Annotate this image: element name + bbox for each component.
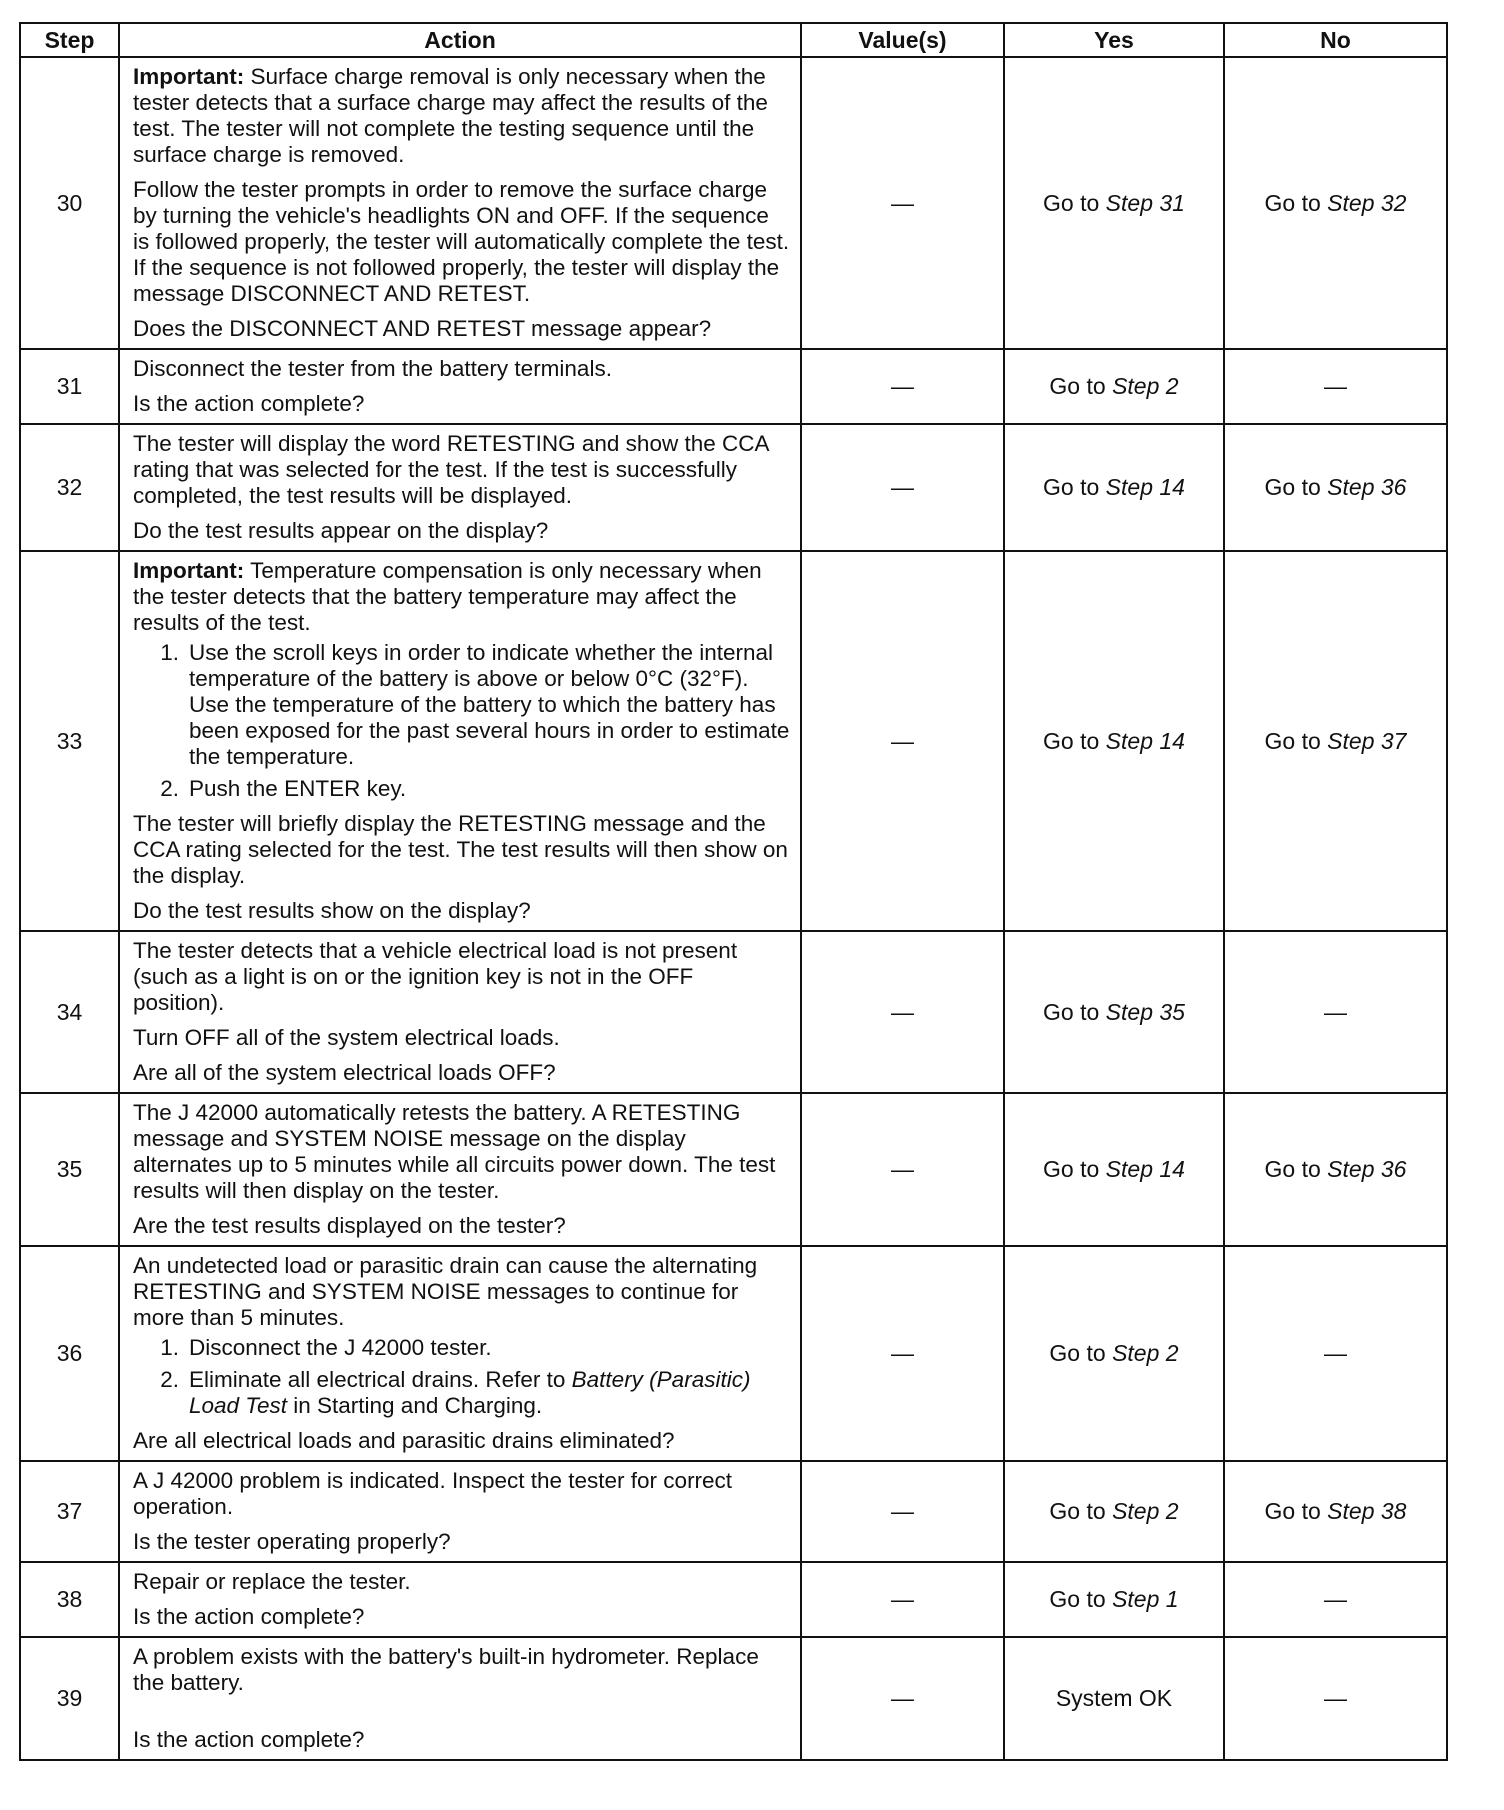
header-values: Value(s) — [801, 23, 1004, 57]
no-cell: — — [1224, 349, 1447, 424]
table-body — [20, 57, 1447, 1760]
action-paragraph — [133, 356, 790, 382]
yes-cell — [1004, 57, 1224, 349]
table-row — [20, 931, 1447, 1093]
go-to-step-link: Step 37 — [1327, 727, 1407, 754]
action-text: An undetected load or parasitic drain can cause the alternating RETESTING and SYSTEM NOISE messages to continue for more than 5 minutes. — [133, 1253, 758, 1330]
list-item-text — [189, 776, 790, 802]
go-to-step-link: Step 36 — [1327, 1156, 1407, 1182]
value-cell: — — [801, 1637, 1004, 1760]
header-no: No — [1224, 23, 1447, 57]
go-to-step-link: Step 38 — [1327, 1498, 1407, 1524]
go-to-step-link: Step 36 — [1327, 474, 1407, 500]
go-to-step-link: Step 31 — [1105, 189, 1185, 216]
action-text: Temperature compensation is only necessary when the tester detects that the battery temperature may affect the results of the test. — [133, 558, 762, 635]
step-number: 34 — [20, 931, 119, 1093]
action-paragraph — [133, 558, 790, 636]
list-text: Use the scroll keys in order to indicate whether the internal temperature of the battery is above or below 0°C (32°F). Use the temperature of the battery to which the battery has been exposed for the past several hours in order to estimate the temperature. — [189, 640, 790, 769]
action-paragraph — [133, 1100, 790, 1204]
list-text: Push the ENTER key. — [189, 776, 407, 801]
action-cell — [119, 1093, 801, 1246]
important-label: Important: — [133, 64, 245, 89]
no-cell — [1224, 57, 1447, 349]
list-number: 2. — [160, 1367, 179, 1392]
go-to-label: Go to — [1264, 1156, 1321, 1182]
table-row — [20, 1562, 1447, 1637]
action-paragraph — [133, 391, 790, 417]
list-number: 2. — [160, 776, 179, 801]
no-cell — [1224, 1461, 1447, 1562]
action-text: Is the action complete? — [133, 1604, 365, 1629]
value-cell: — — [801, 1246, 1004, 1461]
action-paragraph — [133, 1644, 790, 1696]
action-text: Is the action complete? — [133, 1727, 365, 1752]
go-to-label: Go to — [1043, 998, 1100, 1025]
list-item-text — [189, 640, 790, 770]
action-cell — [119, 1562, 801, 1637]
value-cell: — — [801, 931, 1004, 1093]
value-cell: — — [801, 1461, 1004, 1562]
action-cell — [119, 931, 801, 1093]
list-text-after: in Starting and Charging. — [287, 1393, 543, 1418]
value-cell: — — [801, 1562, 1004, 1637]
header-row — [20, 23, 1447, 57]
no-cell — [1224, 424, 1447, 551]
action-paragraph — [133, 1253, 790, 1331]
action-paragraph — [133, 1727, 790, 1753]
spacer — [133, 1705, 790, 1727]
step-number: 39 — [20, 1637, 119, 1760]
step-number: 30 — [20, 57, 119, 349]
yes-cell — [1004, 424, 1224, 551]
go-to-label: Go to — [1264, 1498, 1321, 1524]
go-to-label: Go to — [1049, 1586, 1106, 1612]
go-to-step-link: Step 14 — [1105, 727, 1185, 754]
go-to-label: Go to — [1049, 1340, 1106, 1366]
value-cell: — — [801, 1093, 1004, 1246]
action-text: A J 42000 problem is indicated. Inspect the tester for correct operation. — [133, 1468, 733, 1519]
action-text: Does the DISCONNECT AND RETEST message appear? — [133, 316, 712, 341]
action-paragraph — [133, 1025, 790, 1051]
go-to-step-link: Step 2 — [1112, 1340, 1179, 1366]
go-to-label: Go to — [1043, 474, 1100, 500]
step-number: 35 — [20, 1093, 119, 1246]
yes-cell — [1004, 1461, 1224, 1562]
step-number: 31 — [20, 349, 119, 424]
header-yes: Yes — [1004, 23, 1224, 57]
action-text: The tester will briefly display the RETESTING message and the CCA rating selected for the test. The test results will then show on the display. — [133, 811, 788, 888]
step-number: 32 — [20, 424, 119, 551]
action-cell — [119, 57, 801, 349]
table-row — [20, 1461, 1447, 1562]
go-to-label: Go to — [1264, 189, 1321, 216]
action-paragraph — [133, 64, 790, 168]
action-paragraph — [133, 177, 790, 307]
action-text: The J 42000 automatically retests the battery. A RETESTING message and SYSTEM NOISE message on the display alternates up to 5 minutes while all circuits power down. The test results will then display on the tester. — [133, 1100, 776, 1203]
step-number: 33 — [20, 551, 119, 931]
action-text: Disconnect the tester from the battery terminals. — [133, 356, 612, 381]
go-to-step-link: Step 14 — [1105, 474, 1185, 500]
go-to-label: Go to — [1043, 727, 1100, 754]
action-paragraph — [133, 1604, 790, 1630]
action-paragraph — [133, 938, 790, 1016]
action-cell — [119, 1246, 801, 1461]
table-row — [20, 424, 1447, 551]
list-text: Eliminate all electrical drains. Refer to — [189, 1367, 572, 1392]
go-to-label: Go to — [1049, 1498, 1106, 1524]
value-cell: — — [801, 349, 1004, 424]
no-cell: — — [1224, 1637, 1447, 1760]
list-item — [133, 1335, 790, 1361]
go-to-step-link: Step 2 — [1112, 1498, 1179, 1524]
list-number: 1. — [160, 640, 179, 665]
no-cell: — — [1224, 1246, 1447, 1461]
action-text: Surface charge removal is only necessary when the tester detects that a surface charge may affect the results of the test. The tester will not complete the testing sequence until the surface charge is removed. — [133, 64, 768, 167]
action-list — [133, 1335, 790, 1419]
table-row — [20, 551, 1447, 931]
action-paragraph — [133, 1213, 790, 1239]
action-paragraph — [133, 316, 790, 342]
go-to-label: Go to — [1049, 373, 1106, 399]
yes-cell — [1004, 1246, 1224, 1461]
go-to-step-link: Step 14 — [1105, 1156, 1185, 1182]
step-number: 36 — [20, 1246, 119, 1461]
go-to-step-link: Step 1 — [1112, 1586, 1179, 1612]
action-list — [133, 640, 790, 802]
important-label: Important: — [133, 558, 245, 583]
table-row — [20, 57, 1447, 349]
action-text: Follow the tester prompts in order to remove the surface charge by turning the vehicle's headlights ON and OFF. If the sequence is followed properly, the tester will automatically complete the test. If the sequence is not followed properly, the tester will display the message DISCONNECT AND RETEST. — [133, 177, 790, 306]
table-row — [20, 1637, 1447, 1760]
action-cell — [119, 551, 801, 931]
action-text: Do the test results show on the display? — [133, 898, 531, 923]
value-cell: — — [801, 551, 1004, 931]
action-cell — [119, 1637, 801, 1760]
go-to-step-link: Step 35 — [1105, 998, 1185, 1025]
action-paragraph — [133, 431, 790, 509]
list-item-text — [189, 1367, 790, 1419]
header-step: Step — [20, 23, 119, 57]
list-text: Disconnect the J 42000 tester. — [189, 1335, 492, 1360]
go-to-label: Go to — [1043, 1156, 1100, 1182]
action-paragraph — [133, 811, 790, 889]
table-row — [20, 349, 1447, 424]
action-cell — [119, 349, 801, 424]
yes-cell — [1004, 349, 1224, 424]
action-paragraph — [133, 1569, 790, 1595]
step-number: 38 — [20, 1562, 119, 1637]
diagnostic-table — [19, 22, 1448, 1761]
action-text: The tester will display the word RETESTING and show the CCA rating that was selected for the test. If the test is successfully completed, the test results will be displayed. — [133, 431, 769, 508]
list-item-text — [189, 1335, 790, 1361]
table-row — [20, 1093, 1447, 1246]
action-paragraph — [133, 898, 790, 924]
list-item — [133, 1367, 790, 1419]
yes-cell — [1004, 1562, 1224, 1637]
action-paragraph — [133, 518, 790, 544]
list-item — [133, 640, 790, 770]
header-action: Action — [119, 23, 801, 57]
list-item — [133, 776, 790, 802]
action-text: The tester detects that a vehicle electrical load is not present (such as a light is on or the ignition key is not in the OFF position). — [133, 938, 738, 1015]
action-paragraph — [133, 1468, 790, 1520]
go-to-label: Go to — [1264, 727, 1321, 754]
go-to-step-link: Step 32 — [1327, 189, 1407, 216]
go-to-label: Go to — [1043, 189, 1100, 216]
yes-cell: System OK — [1004, 1637, 1224, 1760]
yes-cell — [1004, 1093, 1224, 1246]
action-text: Are all of the system electrical loads OFF? — [133, 1060, 556, 1085]
action-text: Is the action complete? — [133, 391, 365, 416]
action-text: A problem exists with the battery's built-in hydrometer. Replace the battery. — [133, 1644, 759, 1695]
action-text: Turn OFF all of the system electrical loads. — [133, 1025, 560, 1050]
no-cell — [1224, 551, 1447, 931]
action-text: Are the test results displayed on the tester? — [133, 1213, 566, 1238]
value-cell: — — [801, 57, 1004, 349]
action-text: Repair or replace the tester. — [133, 1569, 411, 1594]
go-to-label: Go to — [1264, 474, 1321, 500]
action-paragraph — [133, 1428, 790, 1454]
action-cell — [119, 1461, 801, 1562]
action-paragraph — [133, 1060, 790, 1086]
reference-title: Battery (Parasitic) Load Test — [189, 1367, 751, 1418]
no-cell: — — [1224, 931, 1447, 1093]
yes-cell — [1004, 551, 1224, 931]
value-cell: — — [801, 424, 1004, 551]
go-to-step-link: Step 2 — [1112, 373, 1179, 399]
action-text: Do the test results appear on the display? — [133, 518, 549, 543]
yes-cell — [1004, 931, 1224, 1093]
action-text: Are all electrical loads and parasitic drains eliminated? — [133, 1428, 675, 1453]
list-number: 1. — [160, 1335, 179, 1360]
table-row — [20, 1246, 1447, 1461]
action-cell — [119, 424, 801, 551]
action-paragraph — [133, 1529, 790, 1555]
step-number: 37 — [20, 1461, 119, 1562]
no-cell — [1224, 1093, 1447, 1246]
no-cell: — — [1224, 1562, 1447, 1637]
action-text: Is the tester operating properly? — [133, 1529, 451, 1554]
